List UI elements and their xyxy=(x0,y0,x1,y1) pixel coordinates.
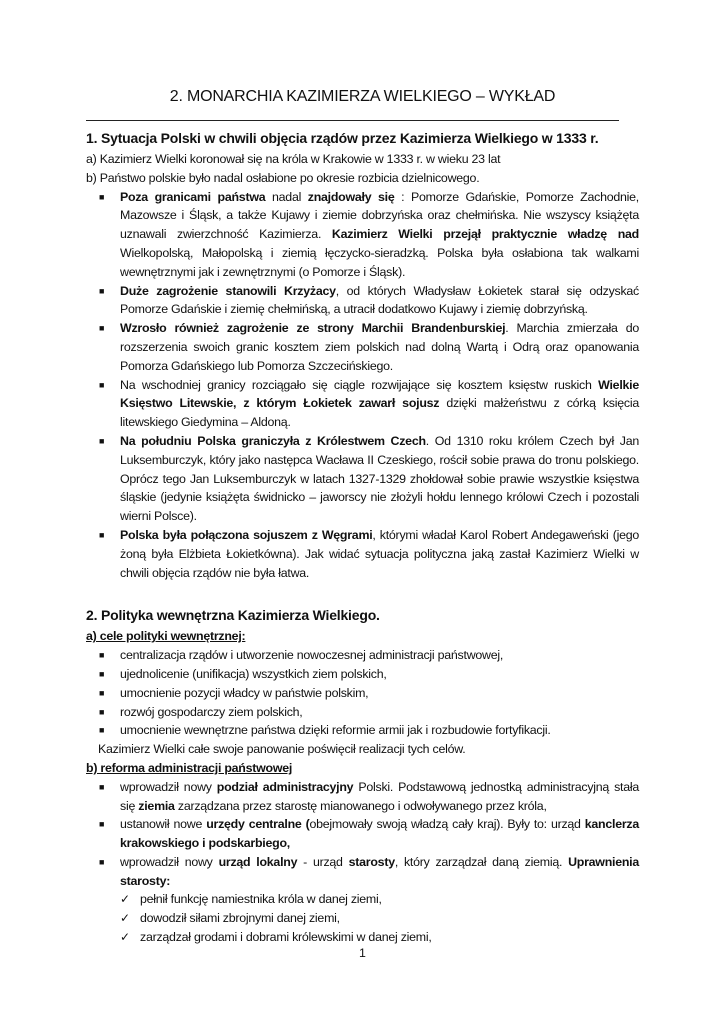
text: centralizacja rządów i utworzenie nowoczesnej administracji państwowej, xyxy=(120,648,504,663)
text: pełnił funkcję namiestnika króla w danej ziemi, xyxy=(140,892,382,907)
bold-text: Wielkie Księstwo Litewskie, z którym Łokietek zawarł sojusz xyxy=(120,377,639,411)
section-1-heading: 1. Sytuacja Polski w chwili objęcia rządów przez Kazimierza Wielkiego w 1333 r. xyxy=(86,130,599,146)
text: . Marchia zmierzała do rozszerzenia swoich granic kosztem ziem polskich nad dolną Wartą i Odrą oraz opanowania Pomorza Gdańskiego lub Pomorza Szczecińskiego. xyxy=(120,321,640,373)
square-bullet-icon: ■ xyxy=(99,725,105,736)
bold-text: Uprawnienia starosty: xyxy=(120,854,640,888)
square-bullet-icon: ■ xyxy=(99,687,105,698)
square-bullet-icon: ■ xyxy=(99,323,105,334)
text: : Pomorze Gdańskie, Pomorze Zachodnie, Mazowsze i Śląsk, a także Kujawy i ziemie dobrzyńska oraz chełmińska. Nie wszyscy książęta uznawali zwierzchność Kazimierza. xyxy=(120,189,639,242)
square-bullet-icon: ■ xyxy=(99,819,105,830)
page-number: 1 xyxy=(359,946,366,960)
goals-note: Kazimierz Wielki całe swoje panowanie poświęcił realizacji tych celów. xyxy=(98,742,466,757)
document-title: 2. MONARCHIA KAZIMIERZA WIELKIEGO – WYKŁAD xyxy=(169,88,556,105)
square-bullet-icon: ■ xyxy=(99,856,105,867)
text: zarządzał grodami i dobrami królewskimi w danej ziemi, xyxy=(140,930,432,945)
section-1-line-a: a) Kazimierz Wielki koronował się na króla w Krakowie w 1333 r. w wieku 23 lat xyxy=(86,152,501,166)
square-bullet-icon: ■ xyxy=(99,781,105,792)
checkmark-icon: ✓ xyxy=(120,892,130,907)
list-item xyxy=(86,721,639,740)
text: . Od 1310 roku królem Czech był Jan Luksemburczyk, który jako następca Wacława II Czeskiego, rościł sobie prawa do tronu polskiego. Oprócz tego Jan Luksemburczyk w latach 1327-1329 zhołdował sobie prawie wszystkie księstwa śląskie (jedynie książęta świdnicko – jaworscy nie złożyli hołdu lennego królowi Czech i pozostali wierni Polsce). xyxy=(120,433,639,524)
bold-text: urzędy centralne ( xyxy=(206,817,310,832)
subheading-goals: a) cele polityki wewnętrznej: xyxy=(86,629,246,644)
text: rozwój gospodarczy ziem polskich, xyxy=(120,704,303,719)
text: dzięki małżeństwu z córką księcia litewskiego Giedymina – Aldoną. xyxy=(120,396,639,430)
bold-text: ziemia xyxy=(138,798,175,813)
square-bullet-icon: ■ xyxy=(99,191,105,202)
square-bullet-icon: ■ xyxy=(99,285,105,296)
text: zarządzana przez starostę mianowanego i odwoływanego przez króla, xyxy=(174,798,547,813)
text: dowodził siłami zbrojnymi danej ziemi, xyxy=(140,911,340,926)
text: - urząd xyxy=(297,854,349,869)
section-1-line-b: b) Państwo polskie było nadal osłabione po okresie rozbicia dzielnicowego. xyxy=(86,170,480,185)
section-1-bullets xyxy=(86,188,639,583)
text: umocnienie wewnętrzne państwa dzięki reformie armii jak i rozbudowie fortyfikacji. xyxy=(120,723,551,738)
list-item xyxy=(86,684,639,703)
square-bullet-icon: ■ xyxy=(99,435,105,446)
list-item xyxy=(86,853,639,891)
text: umocnienie pozycji władcy w państwie polskim, xyxy=(120,685,369,700)
text: , którymi władał Karol Robert Andegaweński (jego żoną była Elżbieta Łokietkówna). Jak widać sytuacja polityczna jaką zastał Kazimierz Wielki w chwili objęcia rządów nie była łatwa. xyxy=(120,527,640,580)
bold-text: Duże zagrożenie stanowili Krzyżacy xyxy=(120,283,336,298)
text: nadal xyxy=(265,189,308,204)
subheading-reform: b) reforma administracji państwowej xyxy=(86,760,293,775)
list-item xyxy=(86,890,639,909)
bold-text: podział administracyjny xyxy=(216,779,354,794)
list-item xyxy=(86,188,639,282)
list-item xyxy=(86,282,639,320)
text: wprowadził nowy xyxy=(120,779,217,794)
checkmark-icon: ✓ xyxy=(120,911,130,926)
bold-text: znajdowały się xyxy=(307,189,395,204)
square-bullet-icon: ■ xyxy=(99,668,105,679)
section-2-heading: 2. Polityka wewnętrzna Kazimierza Wielkiego. xyxy=(86,607,380,624)
list-item xyxy=(86,646,639,665)
document-page xyxy=(86,86,639,947)
list-item xyxy=(86,928,639,947)
list-item xyxy=(86,376,639,432)
square-bullet-icon: ■ xyxy=(99,650,105,661)
list-item xyxy=(86,909,639,928)
square-bullet-icon: ■ xyxy=(99,706,105,717)
checkmark-icon: ✓ xyxy=(120,930,130,945)
list-item xyxy=(86,703,639,722)
text: ujednolicenie (unifikacja) wszystkich ziem polskich, xyxy=(120,666,387,681)
bold-text: kanclerza krakowskiego i podskarbiego, xyxy=(120,817,639,851)
bold-text: Polska była połączona sojuszem z Węgrami xyxy=(120,527,373,542)
list-item xyxy=(86,778,639,816)
list-item xyxy=(86,526,639,582)
square-bullet-icon: ■ xyxy=(99,379,105,390)
text: obejmowały swoją władzą cały kraj). Były to: urząd xyxy=(309,817,585,832)
list-item xyxy=(86,432,639,526)
bold-text: Poza granicami państwa xyxy=(120,189,266,204)
text: wprowadził nowy xyxy=(120,854,219,869)
list-item xyxy=(86,665,639,684)
title-divider xyxy=(86,120,619,121)
list-item xyxy=(86,815,639,853)
bold-text: Wzrosło również zagrożenie ze strony Marchii Brandenburskiej xyxy=(120,321,506,336)
reforms-list xyxy=(86,778,639,891)
square-bullet-icon: ■ xyxy=(99,529,105,540)
text: Wielkopolską, Małopolską i ziemią łęczycko-sieradzką. Polska była osłabiona tak walkami wewnętrznymi jak i zewnętrznymi (o Pomorze i Śląsk). xyxy=(120,245,639,279)
text: , który zarządzał daną ziemią. xyxy=(394,854,569,869)
text: ustanowił nowe xyxy=(120,817,207,832)
bold-text: urząd lokalny xyxy=(218,854,298,869)
text: , od których Władysław Łokietek starał się odzyskać Pomorze Gdańskie i ziemię chełmińską, a utracił dodatkowo Kujawy i ziemię dobrzyńską. xyxy=(120,283,639,317)
text: Na wschodniej granicy rozciągało się ciągle rozwijające się kosztem księstw ruskich xyxy=(120,377,599,392)
bold-text: Na południu Polska graniczyła z Królestwem Czech xyxy=(120,433,426,448)
starosta-powers-list xyxy=(86,890,639,946)
text: Polski. Podstawową jednostką administracyjną stała się xyxy=(120,779,639,813)
bold-text: starosty xyxy=(348,854,395,869)
goals-list xyxy=(86,646,639,740)
list-item xyxy=(86,319,639,375)
bold-text: Kazimierz Wielki przejął praktycznie władzę nad xyxy=(331,227,639,242)
